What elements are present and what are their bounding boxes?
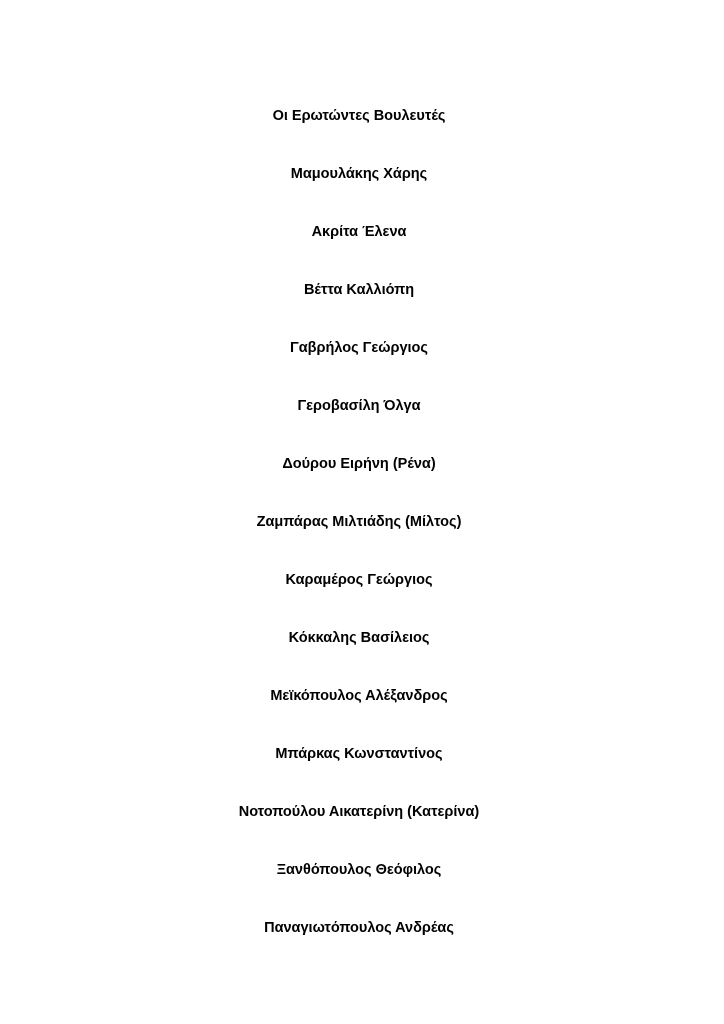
list-item: Ξανθόπουλος Θεόφιλος [276, 862, 442, 878]
list-item: Γεροβασίλη Όλγα [297, 398, 421, 414]
list-item: Νοτοπούλου Αικατερίνη (Κατερίνα) [238, 804, 480, 820]
page-title: Οι Ερωτώντες Βουλευτές [272, 108, 446, 124]
list-item: Μεϊκόπουλος Αλέξανδρος [270, 688, 448, 704]
list-item: Ακρίτα Έλενα [311, 224, 407, 240]
list-item: Καραμέρος Γεώργιος [285, 572, 433, 588]
mp-names-list [0, 163, 718, 975]
list-item: Δούρου Ειρήνη (Ρένα) [282, 456, 436, 472]
list-item: Μπάρκας Κωνσταντίνος [275, 746, 443, 762]
list-item: Κόκκαλης Βασίλειος [288, 630, 430, 646]
list-item: Βέττα Καλλιόπη [303, 282, 415, 298]
list-item: Παναγιωτόπουλος Ανδρέας [264, 920, 454, 936]
list-item: Ζαμπάρας Μιλτιάδης (Μίλτος) [256, 514, 462, 530]
list-item: Μαμουλάκης Χάρης [290, 166, 428, 182]
list-item: Γαβρήλος Γεώργιος [290, 340, 428, 356]
